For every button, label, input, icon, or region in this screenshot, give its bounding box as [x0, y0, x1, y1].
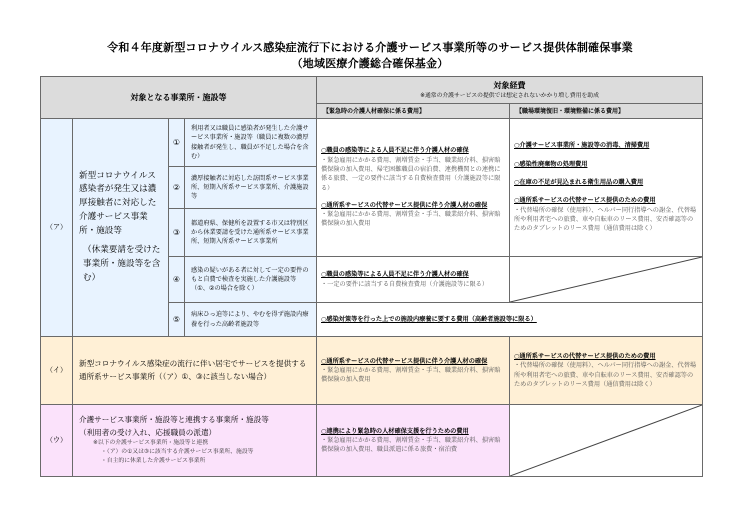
group-u-category — [73, 405, 317, 477]
row-num-5: ⑤ — [169, 303, 185, 337]
cost-a-left — [317, 119, 510, 257]
cost-a5 — [317, 303, 703, 337]
cost-i-left-head: ○通所系サービスの代替サービス提供に伴う介護人材の確保 — [321, 357, 488, 365]
row-desc-4: 感染の疑いがある者に対して一定の要件のもと自費で検査を実施した介護施設等（①、②の場合を除く） — [185, 257, 317, 303]
cost-a-left-head1: ○職員の感染等による人員不足に伴う介護人材の確保 — [321, 147, 469, 155]
page-title: 令和４年度新型コロナウイルス感染症流行下における介護サービス事業所等のサービス提供体制確保事業 — [107, 41, 633, 54]
diagonal-line-a4 — [510, 257, 702, 302]
cost-i-right — [510, 337, 703, 405]
cost-i-right-head: ○通所系サービスの代替サービス提供のための費用 — [514, 352, 656, 360]
group-u-note-1: ※以下の介護サービス事業所・施設等と連携 — [93, 439, 208, 446]
page-subtitle: （地域医療介護総合確保基金） — [291, 57, 449, 70]
row-num-2: ② — [169, 167, 185, 209]
group-i-label: （イ） — [41, 337, 73, 405]
cost-a4-right-empty — [510, 257, 703, 303]
group-u-note-3: ・自主的に休業した介護サービス事業所 — [101, 458, 206, 465]
header-cost — [317, 77, 703, 104]
cost-a-left-head2: ○通所系サービスの代替サービス提供に伴う介護人材の確保 — [321, 201, 488, 209]
cost-u-left — [317, 405, 510, 477]
cost-i-left — [317, 337, 510, 405]
cost-u-left-body: ・緊急雇用にかかる費用、割増賃金・手当、職業紹介料、損害賠償保険の加入費用、職員派遣に係る旅費・宿泊費 — [321, 436, 501, 454]
header-target: 対象となる事業所・施設等 — [41, 77, 317, 119]
service-table — [40, 76, 703, 477]
cost-a4-head: ○職員の感染等による人員不足に伴う介護人材の確保 — [321, 271, 469, 279]
cost-a4-body: ・一定の要件に該当する自費検査費用（介護施設等に限る） — [321, 280, 489, 288]
group-a-category-note: （休業要請を受けた事業所・施設等を含む） — [83, 245, 161, 283]
diagonal-line-u — [510, 405, 702, 476]
cost-u-left-head: ○連携により緊急時の人材確保支援を行うための費用 — [321, 427, 469, 435]
row-num-3: ③ — [169, 209, 185, 257]
cost-i-right-body: ・代替場所の確保（使用料）、ヘルパー同行指導への謝金、代替場所や利用者宅への旅費、車や自転車のリース費用、安否確認等のためのタブレットのリース費用（通信費用は除く） — [514, 362, 697, 388]
cost-i-left-body: ・緊急雇用にかかる費用、割増賃金・手当、職業紹介料、損害賠償保険の加入費用 — [321, 366, 501, 384]
subheader-left: 【緊急時の介護人材確保に係る費用】 — [317, 104, 510, 119]
cost-a-left-body2: ・緊急雇用にかかる費用、割増賃金・手当、職業紹介料、損害賠償保険の加入費用 — [321, 211, 501, 228]
group-u-note-2: ・（ア）の①又は③に該当する介護サービス事業所、施設等 — [101, 449, 254, 455]
group-u-label: （ウ） — [41, 405, 73, 477]
group-a-label: （ア） — [41, 119, 73, 337]
header-cost-title: 対象経費 — [493, 80, 526, 90]
row-num-4: ④ — [169, 257, 185, 303]
cost-a5-head: ○感染対策等を行った上での施設内療養に要する費用（高齢者施設等に限る） — [321, 315, 537, 323]
cost-a-left-body1: ・緊急雇用にかかる費用、割増賃金・手当、職業紹介料、損害賠償保険の加入費用、帰宅困難職員の宿泊費、連携機関との連携に係る旅費、一定の要件に該当する自費検査費用（介護施設等に限る） — [321, 156, 501, 192]
row-desc-3: 都道府県、保健所を設置する市又は特別区から休業要請を受けた通所系サービス事業所、短期入所系サービス事業所 — [185, 209, 317, 257]
cost-a-right-line3: ○在庫の不足が見込まれる衛生用品の購入費用 — [514, 179, 644, 187]
cost-a-right-line4: ○通所系サービスの代替サービス提供のための費用 — [514, 197, 656, 205]
cost-a-right-line2: ○感染性廃棄物の処理費用 — [514, 160, 588, 168]
cost-u-right-empty — [510, 405, 703, 477]
group-u-category-text2: （利用者の受け入れ、応援職員の派遣） — [79, 427, 217, 437]
cost-a4-left — [317, 257, 510, 303]
row-desc-5: 病床ひっ迫等により、やむを得ず施設内療養を行った高齢者施設等 — [185, 303, 317, 337]
row-num-1: ① — [169, 119, 185, 167]
subheader-right: 【職場環境復旧・環境整備に係る費用】 — [510, 104, 703, 119]
group-i-category: 新型コロナウイルス感染症の流行に伴い居宅でサービスを提供する通所系サービス事業所（（ア）①、③に該当しない場合） — [73, 337, 317, 405]
group-u-notes — [79, 439, 310, 467]
header-cost-note: ※通常の介護サービスの提供では想定されないかかり増し費用を助成 — [420, 92, 599, 99]
group-u-category-text: 介護サービス事業所・施設等と連携する事業所・施設等 — [79, 415, 269, 425]
group-a-category — [73, 119, 169, 337]
group-a-category-text: 新型コロナウイルス感染者が発生又は濃厚接触者に対応した介護サービス事業所・施設等 — [79, 170, 157, 236]
cost-a-right-body4: ・代替場所の確保（使用料）、ヘルパー同行指導への謝金、代替場所や利用者宅への旅費、車や自転車のリース費用、安否確認等のためのタブレットのリース費用（通信費用は除く） — [514, 206, 697, 233]
row-desc-2: 濃厚接触者に対応した訪問系サービス事業所、短期入所系サービス事業所、介護施設等 — [185, 167, 317, 209]
cost-a-right — [510, 119, 703, 257]
row-desc-1: 利用者又は職員に感染者が発生した介護サービス事業所・施設等（職員に複数の濃厚接触者が発生し、職員が不足した場合を含む） — [185, 119, 317, 167]
cost-a-right-line1: ○介護サービス事業所・施設等の消毒、清掃費用 — [514, 142, 650, 150]
